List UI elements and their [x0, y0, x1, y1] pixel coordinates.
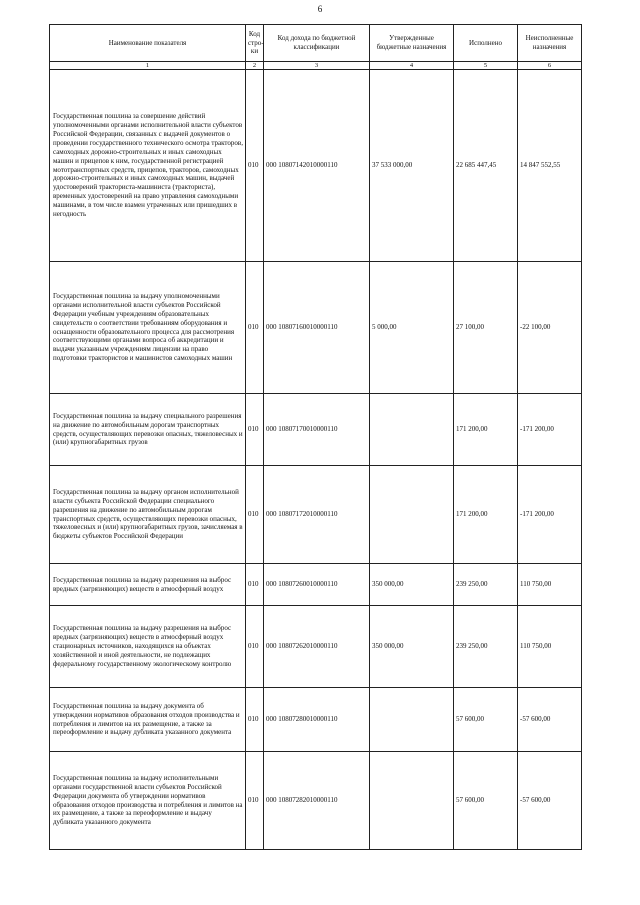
row-budget-classification-code: 000 10807282010000110 — [264, 752, 370, 850]
row-budget-classification-code: 000 10807142010000110 — [264, 70, 370, 262]
header-indicator-name: Наименование показателя — [50, 25, 246, 62]
row-line-code: 010 — [246, 394, 264, 466]
row-executed-amount: 57 600,00 — [454, 688, 518, 752]
row-budget-classification-code: 000 10807280010000110 — [264, 688, 370, 752]
header-budget-classification-code: Код дохода по бюджетной классификации — [264, 25, 370, 62]
row-unexecuted-amount: -57 600,00 — [518, 688, 582, 752]
row-indicator-name: Государственная пошлина за выдачу специального разрешения на движение по автомобильным дорогам транспортных средств, осуществляющих перевозки опасных, тяжеловесных и (или) крупногабаритных грузов — [50, 394, 246, 466]
header-unexecuted-appropriations: Неисполненные назначения — [518, 25, 582, 62]
row-approved-amount — [370, 752, 454, 850]
row-budget-classification-code: 000 10807262010000110 — [264, 606, 370, 688]
table-header — [50, 25, 582, 70]
row-line-code: 010 — [246, 688, 264, 752]
row-indicator-name: Государственная пошлина за выдачу документа об утверждении нормативов образования отходов производства и потребления и лимитов на их размещение, а также за переоформление и выдачу дубликата указанного документа — [50, 688, 246, 752]
row-unexecuted-amount: -22 100,00 — [518, 262, 582, 394]
row-indicator-name: Государственная пошлина за выдачу исполнительными органами государственной власти субъектов Российской Федерации документа об утверждении нормативов образования отходов производства и потребления и лимитов на их размещение, а также за переоформление и выдачу дубликата указанного документа — [50, 752, 246, 850]
row-line-code: 010 — [246, 70, 264, 262]
row-line-code: 010 — [246, 262, 264, 394]
row-executed-amount: 239 250,00 — [454, 564, 518, 606]
row-unexecuted-amount: -171 200,00 — [518, 394, 582, 466]
table-row — [50, 262, 582, 394]
table-row — [50, 688, 582, 752]
row-indicator-name: Государственная пошлина за выдачу разрешения на выброс вредных (загрязняющих) веществ в атмосферный воздух стационарных источников, находящихся на объектах хозяйственной и иной деятельности, не подлежащих федеральному государственному экологическому контролю — [50, 606, 246, 688]
page-number: 6 — [317, 4, 323, 14]
column-number: 2 — [246, 62, 264, 70]
row-executed-amount: 171 200,00 — [454, 394, 518, 466]
row-indicator-name: Государственная пошлина за совершение действий уполномоченными органами исполнительной власти субъектов Российской Федерации, связанных с выдачей документов о проведении государственного технического осмотра тракторов, самоходных дорожно-строительных и иных самоходных машин и прицепов к ним, государственной регистрацией мототранспортных средств, прицепов, тракторов, самоходных дорожно-строительных и иных самоходных машин, выдачей удостоверений тракториста-машиниста (тракториста), временных удостоверений на право управления самоходными машинами, в том числе взамен утраченных или пришедших в негодность — [50, 70, 246, 262]
column-number: 1 — [50, 62, 246, 70]
row-approved-amount — [370, 688, 454, 752]
row-executed-amount: 27 100,00 — [454, 262, 518, 394]
row-unexecuted-amount: 110 750,00 — [518, 564, 582, 606]
row-unexecuted-amount: -57 600,00 — [518, 752, 582, 850]
row-approved-amount — [370, 394, 454, 466]
table-body — [50, 70, 582, 850]
row-line-code: 010 — [246, 606, 264, 688]
row-line-code: 010 — [246, 564, 264, 606]
column-number: 4 — [370, 62, 454, 70]
header-line-code: Код стро-ки — [246, 25, 264, 62]
header-approved-appropriations: Утвержденные бюджетные назначения — [370, 25, 454, 62]
row-budget-classification-code: 000 10807170010000110 — [264, 394, 370, 466]
column-number: 3 — [264, 62, 370, 70]
row-approved-amount: 350 000,00 — [370, 564, 454, 606]
table-row — [50, 564, 582, 606]
table-row — [50, 752, 582, 850]
row-executed-amount: 171 200,00 — [454, 466, 518, 564]
row-approved-amount — [370, 466, 454, 564]
row-line-code: 010 — [246, 466, 264, 564]
budget-execution-table — [49, 24, 582, 850]
column-number: 5 — [454, 62, 518, 70]
row-budget-classification-code: 000 10807260010000110 — [264, 564, 370, 606]
row-executed-amount: 57 600,00 — [454, 752, 518, 850]
row-executed-amount: 22 685 447,45 — [454, 70, 518, 262]
table-row — [50, 70, 582, 262]
row-approved-amount: 5 000,00 — [370, 262, 454, 394]
row-unexecuted-amount: -171 200,00 — [518, 466, 582, 564]
row-indicator-name: Государственная пошлина за выдачу уполномоченными органами исполнительной власти субъектов Российской Федерации учебным учреждениям образовательных свидетельств о соответствии требованиям оборудования и оснащенности образовательного процесса для рассмотрения соответствующими органами вопроса об аккредитации и выдачи указанным учреждениям лицензии на право подготовки трактористов и машинистов самоходных машин — [50, 262, 246, 394]
row-indicator-name: Государственная пошлина за выдачу разрешения на выброс вредных (загрязняющих) веществ в атмосферный воздух — [50, 564, 246, 606]
row-approved-amount: 37 533 000,00 — [370, 70, 454, 262]
row-indicator-name: Государственная пошлина за выдачу органом исполнительной власти субъекта Российской Федерации специального разрешения на движение по автомобильным дорогам транспортных средств, осуществляющих перевозки опасных, тяжеловесных и (или) крупногабаритных грузов, зачисляемая в бюджеты субъектов Российской Федерации — [50, 466, 246, 564]
row-line-code: 010 — [246, 752, 264, 850]
header-executed: Исполнено — [454, 25, 518, 62]
table-row — [50, 466, 582, 564]
table-row — [50, 606, 582, 688]
row-approved-amount: 350 000,00 — [370, 606, 454, 688]
column-number: 6 — [518, 62, 582, 70]
row-unexecuted-amount: 110 750,00 — [518, 606, 582, 688]
row-unexecuted-amount: 14 847 552,55 — [518, 70, 582, 262]
table-row — [50, 394, 582, 466]
row-budget-classification-code: 000 10807160010000110 — [264, 262, 370, 394]
row-executed-amount: 239 250,00 — [454, 606, 518, 688]
row-budget-classification-code: 000 10807172010000110 — [264, 466, 370, 564]
